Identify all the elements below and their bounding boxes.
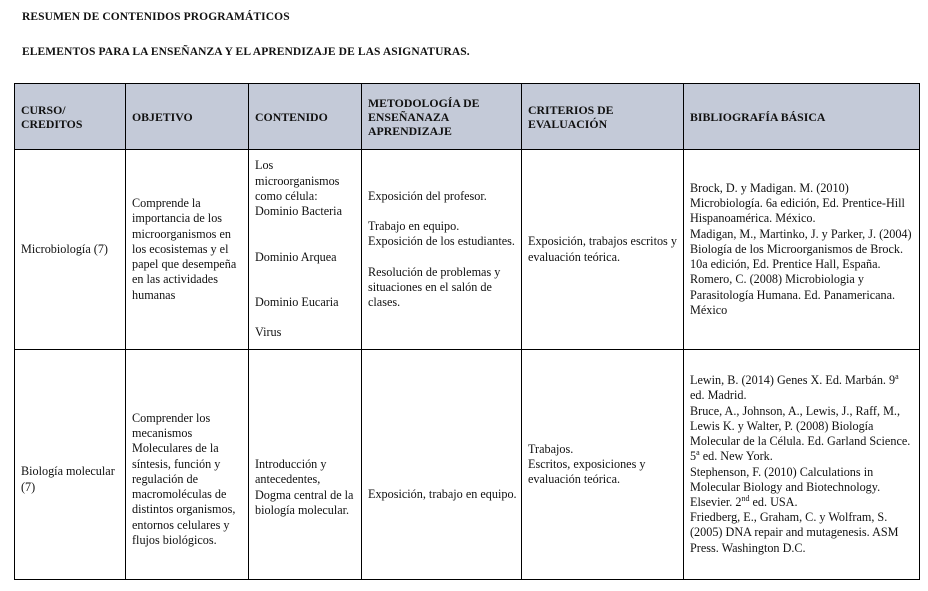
bibliography-entry: Friedberg, E., Graham, C. y Wolfram, S. (2005) DNA repair and mutagenesis. ASM Press. Washington D.C. <box>690 510 899 555</box>
table-row <box>15 150 920 350</box>
methodology-cell <box>362 150 522 350</box>
methodology-cell <box>362 350 522 580</box>
evaluation-item: Trabajos. <box>528 441 574 456</box>
bibliography-entry: Brock, D. y Madigan. M. (2010) Microbiología. 6a edición, Ed. Prentice-Hill Hispanoamérica. México. <box>690 181 905 226</box>
bibliography-cell <box>684 350 920 580</box>
objective-text: Comprender los mecanismos Moleculares de la síntesis, función y regulación de macromoléculas de distintos organismos, entornos celulares y flujos biológicos. <box>132 411 236 547</box>
header-methodology: METODOLOGÍA DE ENSEÑANAZA APRENDIZAJE <box>362 84 522 150</box>
bibliography-entry: Romero, C. (2008) Microbiologia y Parasitología Humana. Ed. Panamericana. México <box>690 272 896 317</box>
bibliography-entry: Stephenson, F. (2010) Calculations in Molecular Biology and Biotechnology. Elsevier. 2nd ed. USA. <box>690 464 881 509</box>
objective-cell <box>126 350 249 580</box>
course-cell <box>15 350 126 580</box>
methodology-text: Exposición, trabajo en equipo. <box>368 487 517 502</box>
header-bibliography: BIBLIOGRAFÍA BÁSICA <box>684 84 920 150</box>
evaluation-cell <box>522 350 684 580</box>
content-item: Dominio Arquea <box>255 249 337 264</box>
evaluation-text: Exposición, trabajos escritos y evaluación teórica. <box>528 234 677 264</box>
header-evaluation: CRITERIOS DE EVALUACIÓN <box>522 84 684 150</box>
bibliography-entry: Bruce, A., Johnson, A., Lewis, J., Raff, M., Lewis K. y Walter, P. (2008) Biología Molecular de la Célula. Ed. Garland Science. 5$^a$ ed. New York. <box>690 403 911 464</box>
objective-text: Comprende la importancia de los microorganismos en los ecosistemas y el papel que desempeña en las actividades humanas <box>132 196 237 302</box>
bibliography-entry: Madigan, M., Martinko, J. y Parker, J. (2004) Biología de los Microorganismos de Brock. 10a edición, Ed. Prentice Hall, España. <box>690 226 912 272</box>
course-cell <box>15 150 126 350</box>
content-item: Los microorganismos como célula: Dominio Bacteria <box>255 158 342 218</box>
header-course-credits: CURSO/ CREDITOS <box>15 84 126 150</box>
course-name: Biología molecular (7) <box>21 464 115 494</box>
document-title: RESUMEN DE CONTENIDOS PROGRAMÁTICOS <box>22 11 290 23</box>
content-item: Dominio Eucaria <box>255 295 339 310</box>
evaluation-cell <box>522 150 684 350</box>
objective-cell <box>126 150 249 350</box>
evaluation-item: Escritos, exposiciones y evaluación teórica. <box>528 456 646 487</box>
content-text: Introducción y antecedentes, Dogma central de la biología molecular. <box>255 457 354 517</box>
content-cell <box>249 350 362 580</box>
methodology-item: Resolución de problemas y situaciones en el salón de clases. <box>368 264 501 310</box>
course-name: Microbiología (7) <box>21 241 108 256</box>
methodology-item: Trabajo en equipo. Exposición de los estudiantes. <box>368 219 515 249</box>
header-objective: OBJETIVO <box>126 84 249 150</box>
document-subtitle: ELEMENTOS PARA LA ENSEÑANZA Y EL APRENDIZAJE DE LAS ASIGNATURAS. <box>22 46 470 58</box>
methodology-item: Exposición del profesor. <box>368 188 487 203</box>
header-content: CONTENIDO <box>249 84 362 150</box>
content-cell <box>249 150 362 350</box>
table-header-row <box>15 84 920 150</box>
bibliography-cell <box>684 150 920 350</box>
table-row <box>15 350 920 580</box>
bibliography-entry: Lewin, B. (2014) Genes X. Ed. Marbán. 9$^a$ ed. Madrid. <box>690 372 899 403</box>
content-item: Virus <box>255 325 282 340</box>
syllabus-table <box>14 83 920 580</box>
